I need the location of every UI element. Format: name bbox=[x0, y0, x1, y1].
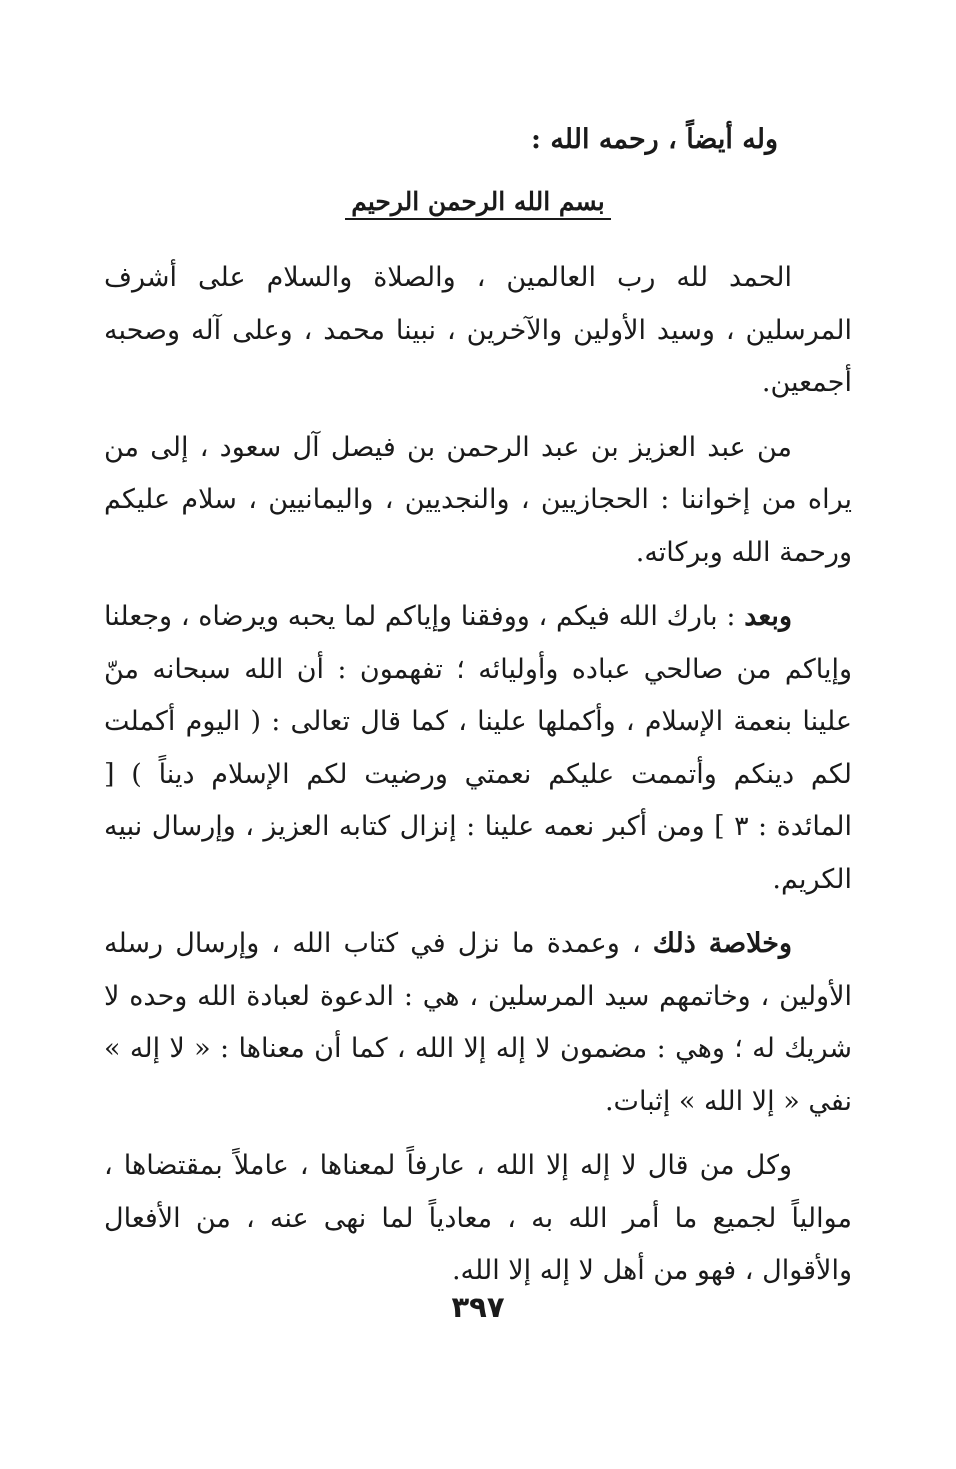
basmala-text: بسم الله الرحمن الرحيم bbox=[345, 187, 611, 220]
paragraph-text: ، وعمدة ما نزل في كتاب الله ، وإرسال رسله الأولين ، وخاتمهم سيد المرسلين ، هي : الدعوة لعبادة الله وحده لا شريك له ؛ وهي : مضمون لا إله إلا الله ، كما أن معناها : « لا إله » نفي « إلا الله » إثبات. bbox=[104, 928, 852, 1117]
paragraph-text: الحمد لله رب العالمين ، والصلاة والسلام على أشرف المرسلين ، وسيد الأولين والآخرين ، نبينا محمد ، وعلى آله وصحبه أجمعين. bbox=[104, 262, 852, 398]
paragraph-address bbox=[104, 422, 852, 580]
paragraph-lead: وبعد bbox=[744, 601, 792, 632]
page-number: ٣٩٧ bbox=[451, 1290, 505, 1324]
paragraph-body bbox=[104, 591, 852, 906]
basmala-calligraphy bbox=[104, 182, 852, 222]
paragraph-opening bbox=[104, 252, 852, 410]
document-page bbox=[104, 120, 852, 1310]
paragraph-text: : بارك الله فيكم ، ووفقنا وإياكم لما يحبه ويرضاه ، وجعلنا وإياكم من صالحي عباده وأوليائه ؛ تفهمون : أن الله سبحانه منّ علينا بنعمة الإسلام ، وأكملها علينا ، كما قال تعالى : ( اليوم أكملت لكم دينكم وأتممت عليكم نعمتي ورضيت لكم الإسلام ديناً ) [ المائدة : ٣ ] ومن أكبر نعمه علينا : إنزال كتابه العزيز ، وإرسال نبيه الكريم. bbox=[104, 601, 852, 895]
paragraph-summary bbox=[104, 918, 852, 1128]
paragraph-text: وكل من قال لا إله إلا الله ، عارفاً لمعناها ، عاملاً بمقتضاها ، موالياً لجميع ما أمر الله به ، معادياً لما نهى عنه ، من الأفعال والأقوال ، فهو من أهل لا إله إلا الله. bbox=[104, 1150, 852, 1286]
paragraph-closing bbox=[104, 1140, 852, 1298]
section-heading: وله أيضاً ، رحمه الله : bbox=[530, 124, 778, 155]
paragraph-lead: وخلاصة ذلك bbox=[652, 928, 792, 959]
paragraph-text: من عبد العزيز بن عبد الرحمن بن فيصل آل سعود ، إلى من يراه من إخواننا : الحجازيين ، والنجديين ، واليمانيين ، سلام عليكم ورحمة الله وبركاته. bbox=[104, 431, 852, 568]
